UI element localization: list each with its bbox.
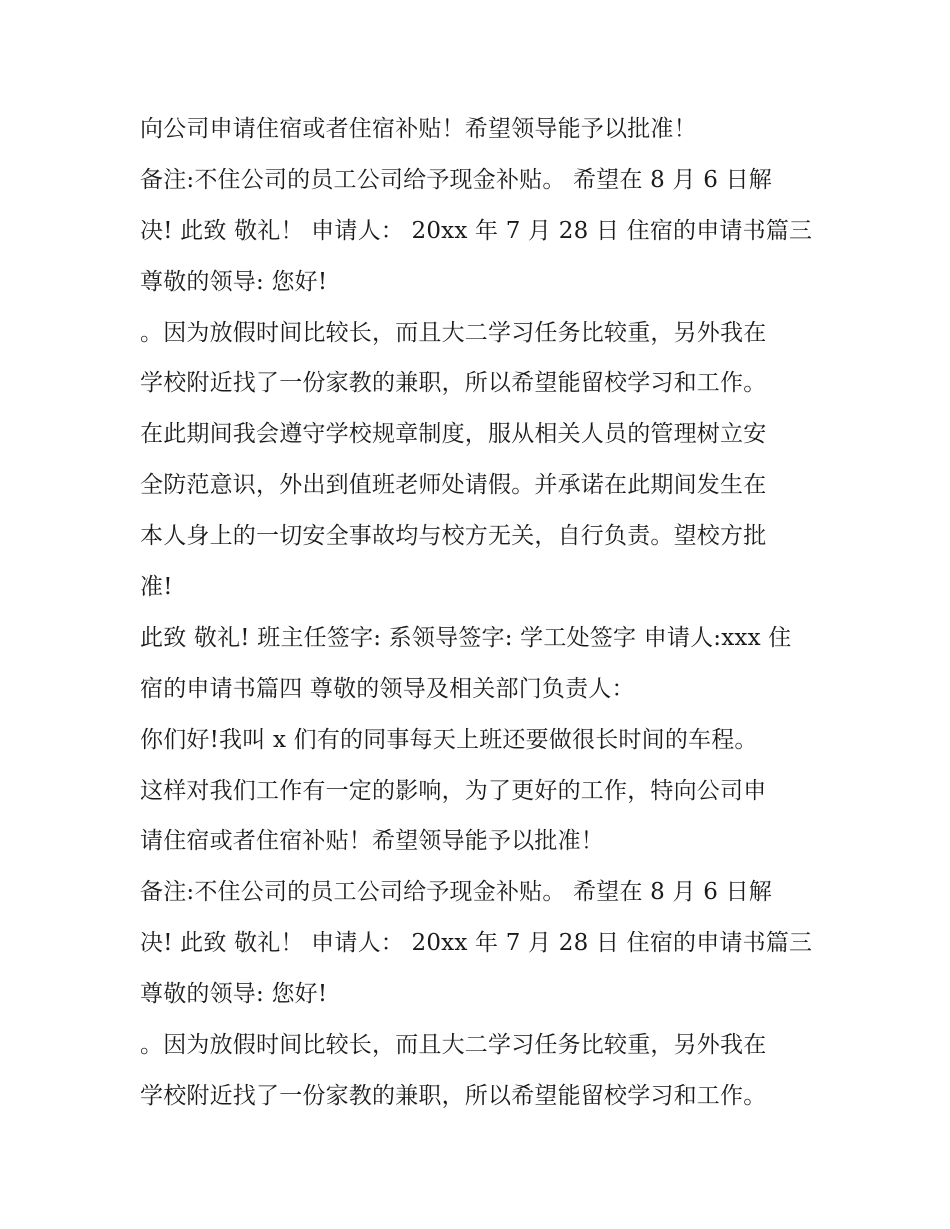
text-line: 请住宿或者住宿补贴！希望领导能予以批准！ bbox=[140, 828, 604, 855]
text-line: 尊敬的领导: 您好! bbox=[140, 268, 328, 295]
text-line: 决! 此致 敬礼！ 申请人： 20xx 年 7 月 28 日 住宿的申请书篇三 bbox=[140, 217, 813, 244]
text-line: 。因为放假时间比较长，而且大二学习任务比较重，另外我在 bbox=[140, 1032, 767, 1059]
text-line: 。因为放假时间比较长，而且大二学习任务比较重，另外我在 bbox=[140, 319, 767, 346]
text-line: 这样对我们工作有一定的影响，为了更好的工作，特向公司申 bbox=[140, 777, 767, 804]
text-line: 备注:不住公司的员工公司给予现金补贴。 希望在 8 月 6 日解 bbox=[140, 166, 772, 193]
text-line: 备注:不住公司的员工公司给予现金补贴。 希望在 8 月 6 日解 bbox=[140, 879, 772, 906]
text-line: 在此期间我会遵守学校规章制度，服从相关人员的管理树立安 bbox=[140, 421, 767, 448]
text-line: 宿的申请书篇四 尊敬的领导及相关部门负责人： bbox=[140, 675, 635, 702]
text-line: 本人身上的一切安全事故均与校方无关，自行负责。望校方批 bbox=[140, 523, 767, 550]
text-line: 学校附近找了一份家教的兼职，所以希望能留校学习和工作。 bbox=[140, 370, 767, 397]
text-line: 向公司申请住宿或者住宿补贴！希望领导能予以批准！ bbox=[140, 116, 697, 142]
text-line: 此致 敬礼! 班主任签字: 系领导签字: 学工处签字 申请人:xxx 住 bbox=[140, 624, 792, 651]
body-text bbox=[140, 104, 820, 1122]
text-line: 决! 此致 敬礼！ 申请人： 20xx 年 7 月 28 日 住宿的申请书篇三 bbox=[140, 930, 813, 957]
text-line: 尊敬的领导: 您好! bbox=[140, 981, 328, 1008]
text-line: 你们好!我叫 x 们有的同事每天上班还要做很长时间的车程。 bbox=[140, 726, 758, 753]
text-line: 全防范意识，外出到值班老师处请假。并承诺在此期间发生在 bbox=[140, 472, 767, 499]
text-line: 准! bbox=[140, 574, 173, 601]
text-line: 学校附近找了一份家教的兼职，所以希望能留校学习和工作。 bbox=[140, 1082, 767, 1109]
